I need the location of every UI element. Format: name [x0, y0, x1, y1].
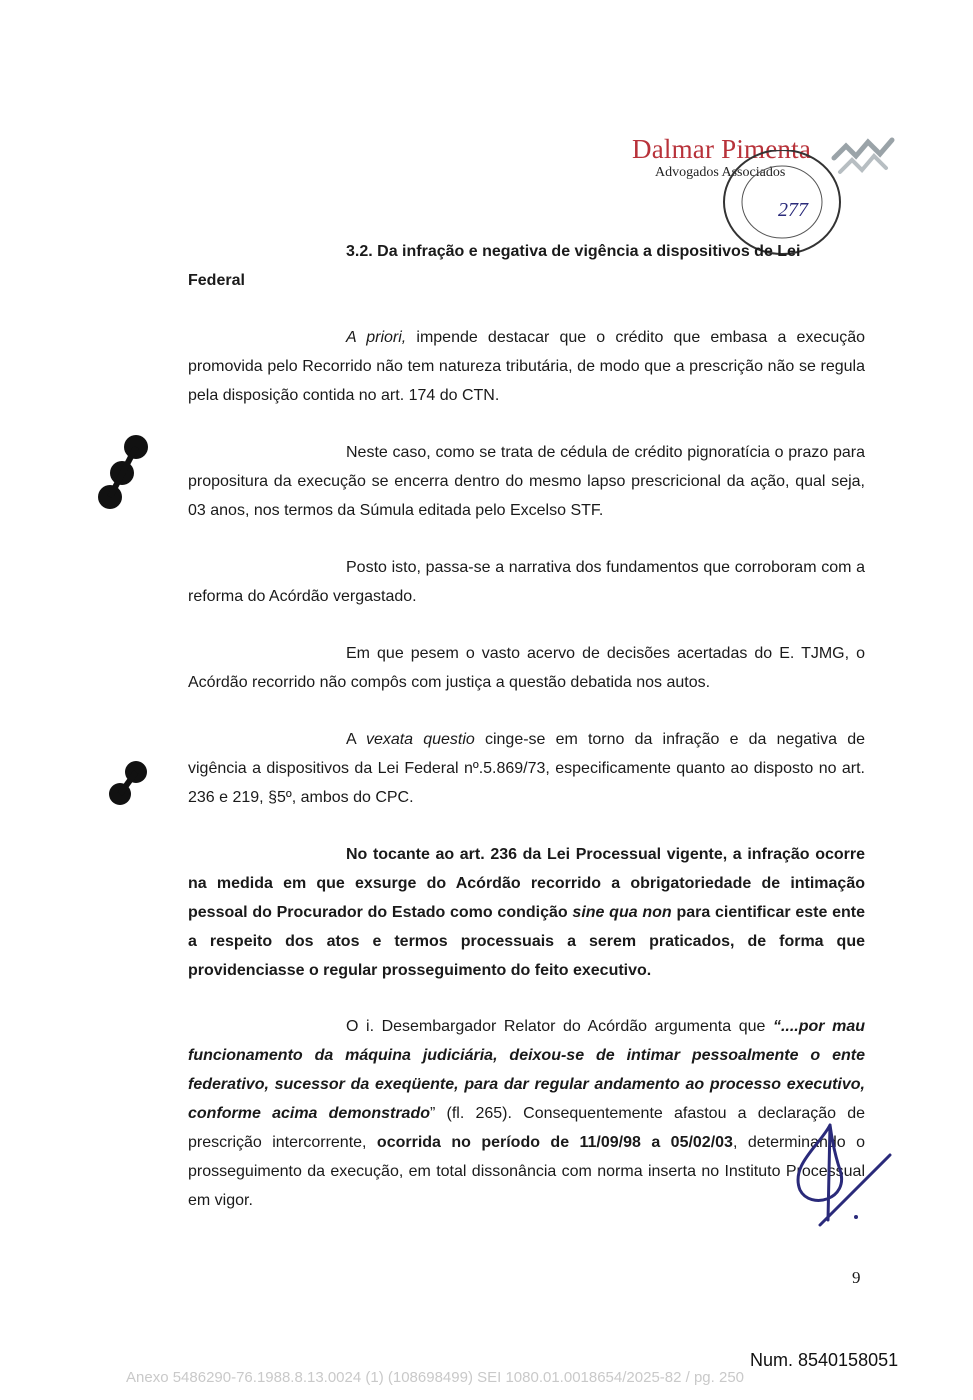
paragraph-2	[188, 438, 865, 525]
p5-italic: vexata questio	[365, 731, 475, 748]
footer-annex-line: Anexo 5486290-76.1988.8.13.0024 (1) (108698499) SEI 1080.01.0018654/2025-82 / pg. 250	[126, 1369, 745, 1386]
p6-b: para cientificar este ente a respeito dos atos e termos processuais a serem praticados, de forma que providenciasse o regular prosseguimento do feito executivo.	[188, 904, 866, 979]
p2-text: Neste caso, como se trata de cédula de crédito pignoratícia o prazo para propositura da execução se encerra dentro do mesmo lapso prescricional da ação, qual seja, 03 anos, nos termos da Súmula editada pelo Excelso STF.	[188, 444, 865, 519]
section-title-line1: Da infração e negativa de vigência a dispositivos de Lei	[377, 243, 801, 260]
paragraph-5	[188, 725, 865, 812]
section-heading-line2: Federal	[188, 272, 245, 289]
p1-italic: A priori,	[346, 329, 407, 346]
page-number: 9	[852, 1268, 861, 1287]
document-number: Num. 8540158051	[750, 1350, 899, 1370]
p4-text: Em que pesem o vasto acervo de decisões acertadas do E. TJMG, o Acórdão recorrido não compôs com justiça a questão debatida nos autos.	[188, 645, 865, 691]
paragraph-7	[188, 1012, 865, 1215]
paragraph-6	[188, 840, 865, 985]
p5-a: A	[346, 731, 366, 748]
paragraph-1	[188, 323, 865, 410]
section-heading	[188, 237, 865, 266]
p5-b: cinge-se em torno da infração e da negativa de vigência a dispositivos da Lei Federal nº.5.869/73, especificamente quanto ao disposto no art. 236 e 219, §5º, ambos do CPC.	[188, 731, 866, 806]
p7-c: , determinando o prosseguimento da execução, em total dissonância com norma inserta no Instituto Processual em vigor.	[188, 1134, 865, 1209]
p7-bold: ocorrida no período de 11/09/98 a 05/02/03	[376, 1134, 733, 1151]
p7-a: O i. Desembargador Relator do Acórdão argumenta que	[346, 1018, 773, 1035]
p6-a: No tocante ao art. 236 da Lei Processual vigente, a infração ocorre na medida em que exsurge do Acórdão recorrido a obrigatoriedade de intimação pessoal do Procurador do Estado como condição	[188, 846, 865, 921]
p7-quote: “....por mau funcionamento da máquina judiciária, deixou-se de intimar pessoalmente o ente federativo, sucessor da exeqüente, para dar regular andamento ao processo executivo, conforme acima demonstrado	[188, 1018, 865, 1122]
section-number: 3.2.	[346, 243, 373, 260]
p6-italic: sine qua non	[572, 904, 672, 921]
letterhead-name: Dalmar Pimenta	[632, 134, 811, 164]
handwritten-initial-icon	[780, 1115, 900, 1235]
paragraph-3	[188, 553, 865, 611]
margin-punch-mark-icon	[96, 758, 152, 808]
p3-text: Posto isto, passa-se a narrativa dos fundamentos que corroboram com a reforma do Acórdão vergastado.	[188, 559, 865, 605]
letterhead-subtitle: Advogados Associados	[655, 165, 786, 180]
stamp-number: 277	[778, 199, 808, 221]
p1-text: impende destacar que o crédito que embasa a execução promovida pelo Recorrido não tem natureza tributária, de modo que a prescrição não se regula pela disposição contida no art. 174 do CTN.	[188, 329, 866, 404]
margin-punch-mark-icon	[96, 433, 152, 513]
p7-b: ” (fl. 265). Consequentemente afastou a declaração de prescrição intercorrente,	[188, 1105, 866, 1151]
paragraph-4	[188, 639, 865, 697]
